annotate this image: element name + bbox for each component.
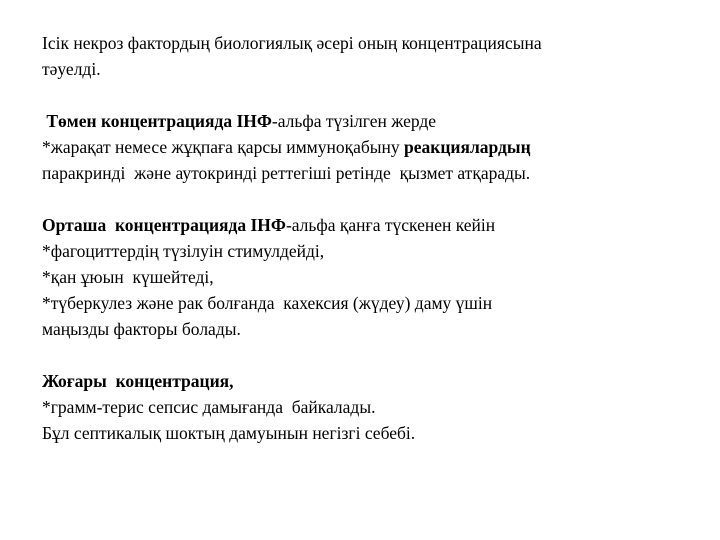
high-concentration-heading: Жоғары концентрация, (42, 371, 234, 391)
low-line-2 (42, 134, 682, 160)
medium-heading-bold: Орташа концентрацияда ІНФ (42, 215, 286, 235)
low-line-2-normal: *жарақат немесе жұқпаға қарсы иммуноқабыну (42, 137, 405, 157)
medium-concentration-heading (42, 212, 682, 238)
intro-line-1: Ісік некроз фактордың биологиялық әсері оның концентрациясына (42, 33, 542, 53)
medium-line-5: маңызды факторы болады. (42, 319, 241, 339)
low-line-3: паракринді және аутокринді реттегіші ретінде қызмет атқарады. (42, 163, 531, 183)
intro-line-2: тәуелді. (42, 59, 101, 79)
medium-heading-rest: -альфа қанға түскенен кейін (285, 215, 496, 235)
paragraph-gap (42, 186, 682, 212)
high-line-2: *грамм-терис сепсис дамығанда байкалады. (42, 397, 376, 417)
medium-line-2: *фагоциттердің түзілуін стимулдейді, (42, 241, 325, 261)
low-heading-rest: -альфа түзілген жерде (271, 111, 437, 131)
low-heading-bold: Төмен концентрацияда ІНФ (46, 111, 272, 131)
high-line-3: Бұл септикалық шоктың дамуынын негізгі себебі. (42, 423, 416, 443)
medium-line-4: *түберкулез және рак болғанда кахексия (жүдеу) даму үшін (42, 293, 493, 313)
low-line-2-bold: реакциялардың (404, 137, 531, 157)
low-concentration-heading (42, 108, 682, 134)
paragraph-gap (42, 82, 682, 108)
document-text (42, 30, 682, 446)
medium-line-3: *қан ұюын күшейтеді, (42, 267, 214, 287)
paragraph-gap (42, 342, 682, 368)
